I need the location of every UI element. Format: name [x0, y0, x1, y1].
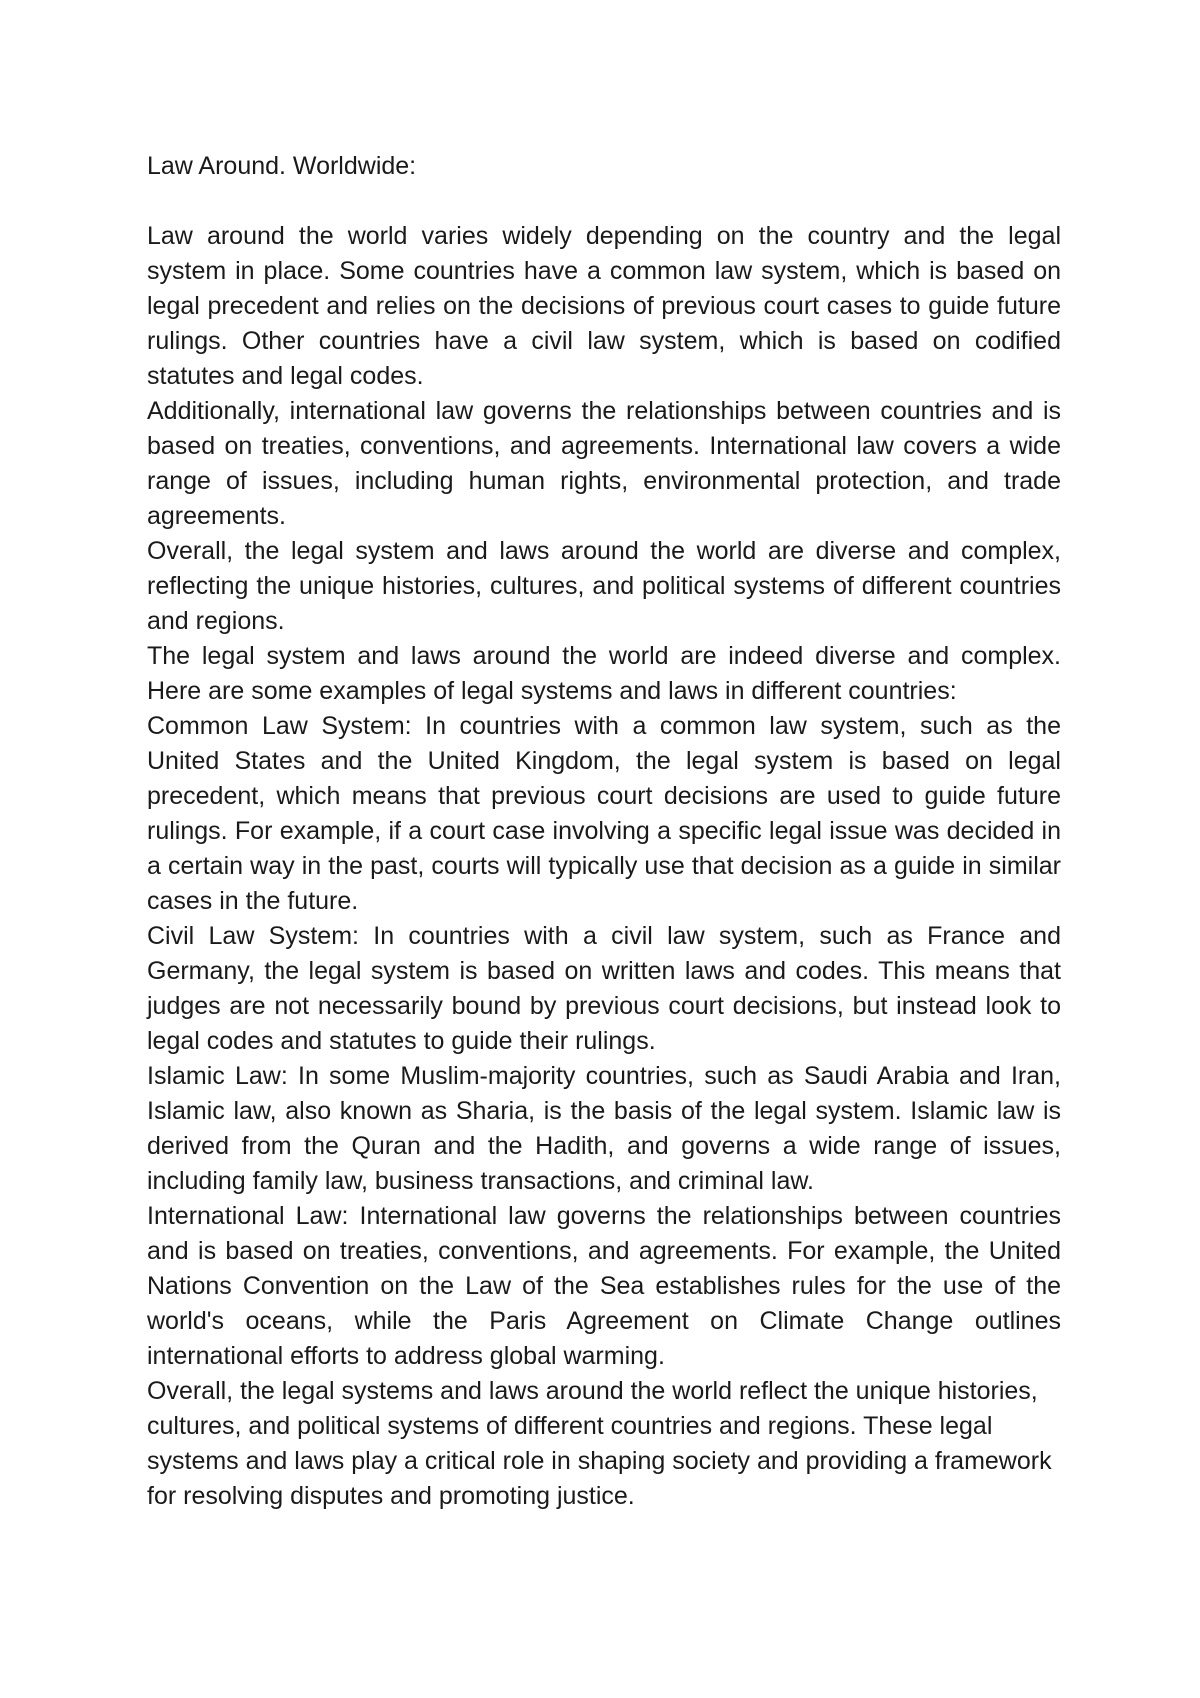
paragraph-islamic-law: Islamic Law: In some Muslim-majority countries, such as Saudi Arabia and Iran, Islamic law, also known as Sharia, is the basis of the legal system. Islamic law is derived from the Quran and the Hadith, and governs a wide range of issues, including family law, business transactions, and criminal law. [147, 1062, 1061, 1195]
paragraph-conclusion: Overall, the legal systems and laws around the world reflect the unique histories, cultures, and political systems of different countries and regions. These legal systems and laws play a critical role in shaping society and providing a framework for resolving disputes and promoting justice. [147, 1377, 1052, 1510]
paragraph-civil-law: Civil Law System: In countries with a civil law system, such as France and Germany, the legal system is based on written laws and codes. This means that judges are not necessarily bound by previous court decisions, but instead look to legal codes and statutes to guide their rulings. [147, 922, 1061, 1055]
paragraph-common-law: Common Law System: In countries with a common law system, such as the United States and the United Kingdom, the legal system is based on legal precedent, which means that previous court decisions are used to guide future rulings. For example, if a court case involving a specific legal issue was decided in a certain way in the past, courts will typically use that decision as a guide in similar cases in the future. [147, 712, 1061, 915]
paragraph-intro: Law around the world varies widely depending on the country and the legal system in place. Some countries have a common law system, which is based on legal precedent and relies on the decisions of previous court cases to guide future rulings. Other countries have a civil law system, which is based on codified statutes and legal codes. [147, 222, 1061, 390]
document-title: Law Around. Worldwide: [147, 152, 417, 180]
paragraph-examples-intro: The legal system and laws around the world are indeed diverse and complex. Here are some examples of legal systems and laws in different countries: [147, 642, 1061, 705]
paragraph-overall-diversity: Overall, the legal system and laws around the world are diverse and complex, reflecting the unique histories, cultures, and political systems of different countries and regions. [147, 537, 1061, 635]
paragraph-international-law-overview: Additionally, international law governs the relationships between countries and is based on treaties, conventions, and agreements. International law covers a wide range of issues, including human rights, environmental protection, and trade agreements. [147, 397, 1061, 530]
document-body [147, 149, 1061, 1514]
paragraph-international-law: International Law: International law governs the relationships between countries and is based on treaties, conventions, and agreements. For example, the United Nations Convention on the Law of the Sea establishes rules for the use of the world's oceans, while the Paris Agreement on Climate Change outlines international efforts to address global warming. [147, 1202, 1061, 1370]
